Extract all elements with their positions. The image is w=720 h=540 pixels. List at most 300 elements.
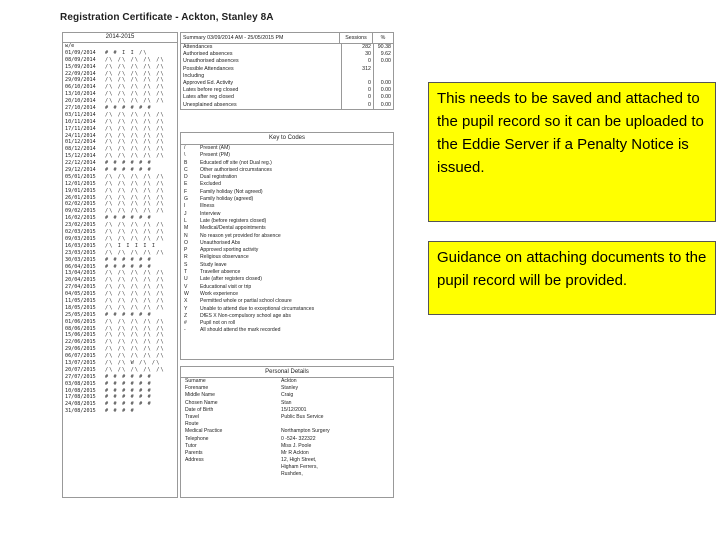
summary-header (181, 33, 393, 44)
register-marks: /\ /\ /\ /\ /\ (105, 291, 165, 298)
personal-value: Northampton Surgery (281, 428, 330, 435)
key-code: F (184, 188, 188, 195)
register-row (63, 188, 177, 195)
register-row (63, 353, 177, 360)
summary-pct (373, 66, 393, 73)
register-marks: /\ /\ /\ /\ /\ (105, 235, 165, 242)
key-description: Pupil not on roll (200, 320, 236, 327)
register-marks: /\ /\ /\ /\ /\ (105, 153, 165, 160)
personal-row (181, 392, 393, 399)
key-row (181, 174, 393, 181)
attendance-summary (180, 32, 394, 110)
key-description: Other authorised circumstances (200, 166, 272, 173)
register-week-date: 30/03/2015 (65, 256, 96, 263)
key-row (181, 196, 393, 203)
key-description: Educational visit or trip (200, 283, 252, 290)
register-week-date: 15/12/2014 (65, 153, 96, 160)
register-week-date: 29/12/2014 (65, 167, 96, 174)
register-week-date: 09/03/2015 (65, 235, 96, 242)
register-week-date: 24/08/2015 (65, 401, 96, 408)
register-marks: # # # # # # (105, 167, 152, 174)
key-row (181, 145, 393, 152)
personal-label (181, 464, 281, 471)
register-marks: # # # # # # (105, 311, 152, 318)
summary-row (181, 102, 393, 109)
register-row (63, 167, 177, 174)
register-marks: /\ /\ /\ /\ /\ (105, 98, 165, 105)
register-row (63, 229, 177, 236)
key-description: Present (AM) (200, 145, 231, 151)
key-code: L (184, 217, 187, 224)
key-code: P (184, 247, 188, 254)
personal-value: Rushden, (281, 471, 303, 478)
register-week-date: 17/08/2015 (65, 394, 96, 401)
personal-row (181, 450, 393, 457)
register-marks: # # # # # # (105, 401, 152, 408)
summary-row (181, 94, 393, 101)
register-row (63, 243, 177, 250)
register-row (63, 367, 177, 374)
key-description: Medical/Dental appointments (200, 225, 266, 232)
register-marks: # # # # # # (105, 380, 152, 387)
summary-sessions: 30 (341, 51, 373, 58)
summary-sessions: 0 (341, 80, 373, 87)
register-row (63, 277, 177, 284)
register-row (63, 57, 177, 64)
summary-pct: 90.38 (373, 44, 393, 51)
register-week-date: w/e (65, 43, 75, 49)
summary-pct: 0.00 (373, 102, 393, 109)
register-marks: # # I I /\ (105, 49, 148, 56)
key-code: D (184, 174, 188, 181)
personal-label: Medical Practice (185, 428, 223, 435)
summary-sessions: 282 (341, 44, 373, 51)
summary-row (181, 80, 393, 87)
register-marks: /\ /\ /\ /\ /\ (105, 139, 165, 146)
summary-label: Unexplained absences (183, 101, 237, 108)
key-description: Traveller absence (200, 269, 241, 276)
summary-label: Attendances (183, 44, 213, 50)
register-row (63, 388, 177, 395)
register-row (63, 401, 177, 408)
key-row (181, 218, 393, 225)
personal-label: Tutor (185, 442, 197, 449)
key-code: S (184, 261, 188, 268)
register-marks: # # # # # # (105, 105, 152, 112)
register-row (63, 112, 177, 119)
key-to-codes (180, 132, 394, 360)
register-row (63, 291, 177, 298)
register-marks: # # # # # # (105, 263, 152, 270)
personal-value: Stanley (281, 385, 298, 392)
register-row (63, 201, 177, 208)
register-week-date: 24/11/2014 (65, 132, 96, 139)
register-marks: /\ /\ /\ /\ /\ (105, 70, 165, 77)
register-week-date: 04/05/2015 (65, 291, 96, 298)
summary-row (181, 87, 393, 94)
register-marks: /\ /\ /\ /\ /\ (105, 208, 165, 215)
key-description: Late (before registers closed) (200, 217, 267, 224)
personal-value: Higham Ferrers, (281, 464, 318, 471)
register-row (63, 381, 177, 388)
register-marks: /\ /\ W /\ /\ (105, 359, 161, 366)
register-row (63, 174, 177, 181)
register-row (63, 312, 177, 319)
register-row (63, 105, 177, 112)
register-marks: /\ /\ /\ /\ /\ (105, 125, 165, 132)
key-code: M (184, 225, 189, 232)
register-row (63, 305, 177, 312)
register-week-date: 29/06/2015 (65, 346, 96, 353)
register-row (63, 339, 177, 346)
register-marks: # # # # # # (105, 387, 152, 394)
key-description: Excluded (200, 181, 221, 188)
register-marks: # # # # # # (105, 215, 152, 222)
register-marks: /\ /\ /\ /\ /\ (105, 339, 165, 346)
summary-sessions: 0 (341, 102, 373, 109)
register-week-date: 22/12/2014 (65, 160, 96, 167)
personal-value: 12, High Street, (281, 457, 317, 464)
register-week-date: 25/05/2015 (65, 311, 96, 318)
register-week-date: 20/04/2015 (65, 277, 96, 284)
key-row (181, 211, 393, 218)
register-marks: /\ /\ /\ /\ /\ (105, 346, 165, 353)
key-row (181, 160, 393, 167)
key-row (181, 327, 393, 334)
summary-label: Possible Attendances (183, 65, 234, 72)
personal-label: Telephone (185, 435, 209, 442)
summary-pct: 0.00 (373, 80, 393, 87)
register-week-date: 20/07/2015 (65, 366, 96, 373)
personal-label: Forename (185, 385, 209, 392)
register-marks: /\ /\ /\ /\ /\ (105, 249, 165, 256)
register-week-date: 23/02/2015 (65, 222, 96, 229)
key-code: X (184, 298, 188, 305)
summary-row (181, 58, 393, 65)
summary-pct: 0.00 (373, 87, 393, 94)
summary-sessions: 0 (341, 58, 373, 65)
key-code: W (184, 290, 189, 297)
register-week-date: 06/07/2015 (65, 353, 96, 360)
certificate-title: Registration Certificate - Ackton, Stanley 8A (60, 12, 274, 23)
key-code: Z (184, 312, 188, 319)
register-row (63, 270, 177, 277)
key-row (181, 254, 393, 261)
personal-value: 0 -524- 322322 (281, 435, 316, 442)
note-save-attach: This needs to be saved and attached to the pupil record so it can be uploaded to the Eddie Server if a Penalty Notice is issued. (428, 82, 716, 222)
register-row (63, 181, 177, 188)
register-marks: /\ /\ /\ /\ /\ (105, 118, 165, 125)
key-code: R (184, 254, 188, 261)
summary-sessions-header: Sessions (339, 33, 372, 43)
key-row (181, 181, 393, 188)
register-row (63, 257, 177, 264)
note-guidance: Guidance on attaching documents to the pupil record will be provided. (428, 241, 716, 315)
personal-row (181, 385, 393, 392)
register-marks: /\ /\ /\ /\ /\ (105, 84, 165, 91)
personal-label: Surname (185, 378, 206, 384)
register-marks: # # # # # # (105, 373, 152, 380)
register-row (63, 98, 177, 105)
register-rows (63, 43, 177, 415)
summary-pct (373, 73, 393, 80)
key-description: Study leave (200, 261, 227, 268)
personal-value (281, 421, 393, 428)
key-row (181, 313, 393, 320)
personal-row (181, 457, 393, 464)
register-row (63, 319, 177, 326)
key-code: B (184, 159, 188, 166)
key-row (181, 233, 393, 240)
register-row (63, 43, 177, 50)
key-title: Key to Codes (181, 133, 393, 145)
register-row (63, 374, 177, 381)
register-week-date: 15/09/2014 (65, 63, 96, 70)
register-row (63, 50, 177, 57)
register-marks: /\ /\ /\ /\ /\ (105, 332, 165, 339)
register-week-date: 18/05/2015 (65, 304, 96, 311)
register-marks: /\ /\ /\ /\ /\ (105, 366, 165, 373)
personal-label: Parents (185, 449, 203, 456)
register-marks: /\ /\ /\ /\ /\ (105, 304, 165, 311)
register-marks: # # # # # # (105, 256, 152, 263)
key-row (181, 152, 393, 159)
personal-row (181, 428, 393, 435)
key-code: - (184, 327, 186, 334)
register-week-date: 13/04/2015 (65, 270, 96, 277)
register-marks: # # # # # # (105, 394, 152, 401)
summary-label: Authorised absences (183, 51, 233, 58)
personal-title: Personal Details (181, 367, 393, 378)
register-row (63, 126, 177, 133)
key-description: Late (after registers closed) (200, 276, 263, 283)
key-code: N (184, 232, 188, 239)
key-description: Family holiday (agreed) (200, 196, 254, 203)
register-marks: /\ /\ /\ /\ /\ (105, 111, 165, 118)
personal-row (181, 400, 393, 407)
key-row (181, 284, 393, 291)
register-row (63, 208, 177, 215)
key-description: Present (PM) (200, 152, 231, 159)
register-marks: /\ /\ /\ /\ /\ (105, 222, 165, 229)
register-row (63, 77, 177, 84)
register-marks: /\ /\ /\ /\ /\ (105, 318, 165, 325)
personal-details (180, 366, 394, 498)
register-week-date: 08/09/2014 (65, 56, 96, 63)
register-row (63, 133, 177, 140)
key-description: Interview (200, 210, 221, 217)
register-week-date: 13/10/2014 (65, 91, 96, 98)
register-marks: /\ /\ /\ /\ /\ (105, 63, 165, 70)
personal-row (181, 443, 393, 450)
register-week-date: 06/10/2014 (65, 84, 96, 91)
personal-label: Date of Birth (185, 406, 214, 413)
personal-value: Craig (281, 392, 294, 399)
register-week-date: 10/11/2014 (65, 118, 96, 125)
register-week-date: 31/08/2015 (65, 408, 96, 415)
key-rows (181, 145, 393, 335)
register-row (63, 222, 177, 229)
register-week-date: 19/01/2015 (65, 187, 96, 194)
register-week-date: 16/03/2015 (65, 242, 96, 249)
register-row (63, 264, 177, 271)
key-description: Work experience (200, 290, 239, 297)
personal-value: Mr R Ackton (281, 449, 309, 456)
personal-rows (181, 378, 393, 479)
summary-pct: 9.62 (373, 51, 393, 58)
summary-sessions: 0 (341, 94, 373, 101)
personal-label: Travel (185, 413, 199, 420)
personal-value: Public Bus Service (281, 413, 324, 420)
register-week-date: 08/06/2015 (65, 325, 96, 332)
key-row (181, 240, 393, 247)
summary-sessions (341, 73, 373, 80)
key-description: Permitted whole or partial school closure (200, 298, 292, 305)
register-year-header: 2014-2015 (63, 33, 177, 43)
key-code: V (184, 283, 188, 290)
personal-label: Middle Name (185, 392, 216, 399)
register-row (63, 91, 177, 98)
register-week-date: 15/06/2015 (65, 332, 96, 339)
register-week-date: 27/07/2015 (65, 373, 96, 380)
register-row (63, 64, 177, 71)
key-description: No reason yet provided for absence (200, 232, 281, 239)
register-row (63, 284, 177, 291)
summary-pct: 0.00 (373, 58, 393, 65)
register-row (63, 408, 177, 415)
register-row (63, 360, 177, 367)
register-row (63, 84, 177, 91)
register-marks: /\ /\ /\ /\ /\ (105, 173, 165, 180)
register-marks: /\ /\ /\ /\ /\ (105, 146, 165, 153)
personal-value: Miss J. Poole (281, 442, 312, 449)
personal-row (181, 464, 393, 471)
summary-sessions: 312 (341, 66, 373, 73)
key-description: Unable to attend due to exceptional circumstances (200, 305, 315, 312)
register-row (63, 71, 177, 78)
register-week-date: 17/11/2014 (65, 125, 96, 132)
register-week-date: 27/10/2014 (65, 105, 96, 112)
summary-row (181, 44, 393, 51)
personal-row (181, 407, 393, 414)
key-row (181, 306, 393, 313)
register-marks: /\ /\ /\ /\ /\ (105, 180, 165, 187)
register-marks (105, 43, 177, 50)
key-row (181, 298, 393, 305)
register-marks: /\ /\ /\ /\ /\ (105, 201, 165, 208)
register-row (63, 195, 177, 202)
key-row (181, 291, 393, 298)
key-description: Dual registration (200, 174, 238, 181)
summary-label: Lates before reg closed (183, 87, 239, 94)
register-marks: /\ /\ /\ /\ /\ (105, 56, 165, 63)
key-code: Y (184, 305, 188, 312)
register-marks: /\ I I I I I (105, 242, 157, 249)
personal-label: Address (185, 457, 204, 464)
register-marks: /\ /\ /\ /\ /\ (105, 187, 165, 194)
summary-label: Unauthorised absences (183, 58, 239, 65)
register-week-date: 01/06/2015 (65, 318, 96, 325)
summary-pct: 0.00 (373, 94, 393, 101)
summary-row (181, 73, 393, 80)
register-week-date: 03/08/2015 (65, 380, 96, 387)
key-row (181, 247, 393, 254)
register-week-date: 12/01/2015 (65, 180, 96, 187)
personal-value: Stan (281, 399, 292, 406)
register-week-date: 05/01/2015 (65, 173, 96, 180)
register-row (63, 394, 177, 401)
register-week-date: 09/02/2015 (65, 208, 96, 215)
register-week-date: 27/04/2015 (65, 284, 96, 291)
key-description: Illness (200, 203, 215, 210)
key-code: G (184, 196, 188, 203)
register-week-date: 10/08/2015 (65, 387, 96, 394)
personal-row (181, 436, 393, 443)
key-code: C (184, 166, 188, 173)
register-marks: /\ /\ /\ /\ /\ (105, 77, 165, 84)
register-row (63, 139, 177, 146)
register-week-date: 20/10/2014 (65, 98, 96, 105)
register-week-date: 03/11/2014 (65, 111, 96, 118)
personal-row (181, 378, 393, 385)
register-week-date: 01/12/2014 (65, 139, 96, 146)
key-code: J (184, 210, 187, 217)
key-description: Family holiday (Not agreed) (200, 188, 263, 195)
key-row (181, 189, 393, 196)
personal-value: 15/12/2001 (281, 406, 307, 413)
register-row (63, 346, 177, 353)
summary-label: Approved Ed. Activity (183, 79, 234, 86)
register-row (63, 236, 177, 243)
register-week-date: 08/12/2014 (65, 146, 96, 153)
register-week-date: 23/03/2015 (65, 249, 96, 256)
key-description: DfES X Non-compulsory school age abs (200, 312, 291, 319)
key-description: Unauthorised Abs (200, 239, 241, 246)
register-week-date: 16/02/2015 (65, 215, 96, 222)
personal-value: Ackton (281, 378, 297, 384)
register-row (63, 153, 177, 160)
register-week-date: 22/06/2015 (65, 339, 96, 346)
key-row (181, 262, 393, 269)
key-code: U (184, 276, 188, 283)
key-code: # (184, 320, 187, 327)
register-week-date: 06/04/2015 (65, 263, 96, 270)
register-row (63, 160, 177, 167)
register-row (63, 119, 177, 126)
key-code: O (184, 239, 188, 246)
personal-row (181, 414, 393, 421)
weekly-register (62, 32, 178, 498)
register-marks: /\ /\ /\ /\ /\ (105, 353, 165, 360)
personal-label: Chosen Name (185, 399, 218, 406)
key-row (181, 167, 393, 174)
key-description: Educated off site (not Dual reg.) (200, 159, 272, 166)
register-marks: /\ /\ /\ /\ /\ (105, 325, 165, 332)
personal-row (181, 421, 393, 428)
summary-label: Lates after reg closed (183, 94, 234, 101)
register-marks: /\ /\ /\ /\ /\ (105, 229, 165, 236)
key-row (181, 269, 393, 276)
summary-rows (181, 44, 393, 109)
register-week-date: 22/09/2014 (65, 70, 96, 77)
register-row (63, 215, 177, 222)
register-marks: /\ /\ /\ /\ /\ (105, 91, 165, 98)
summary-pct-header: % (372, 33, 393, 43)
register-row (63, 332, 177, 339)
register-row (63, 298, 177, 305)
summary-sessions: 0 (341, 87, 373, 94)
key-row (181, 276, 393, 283)
